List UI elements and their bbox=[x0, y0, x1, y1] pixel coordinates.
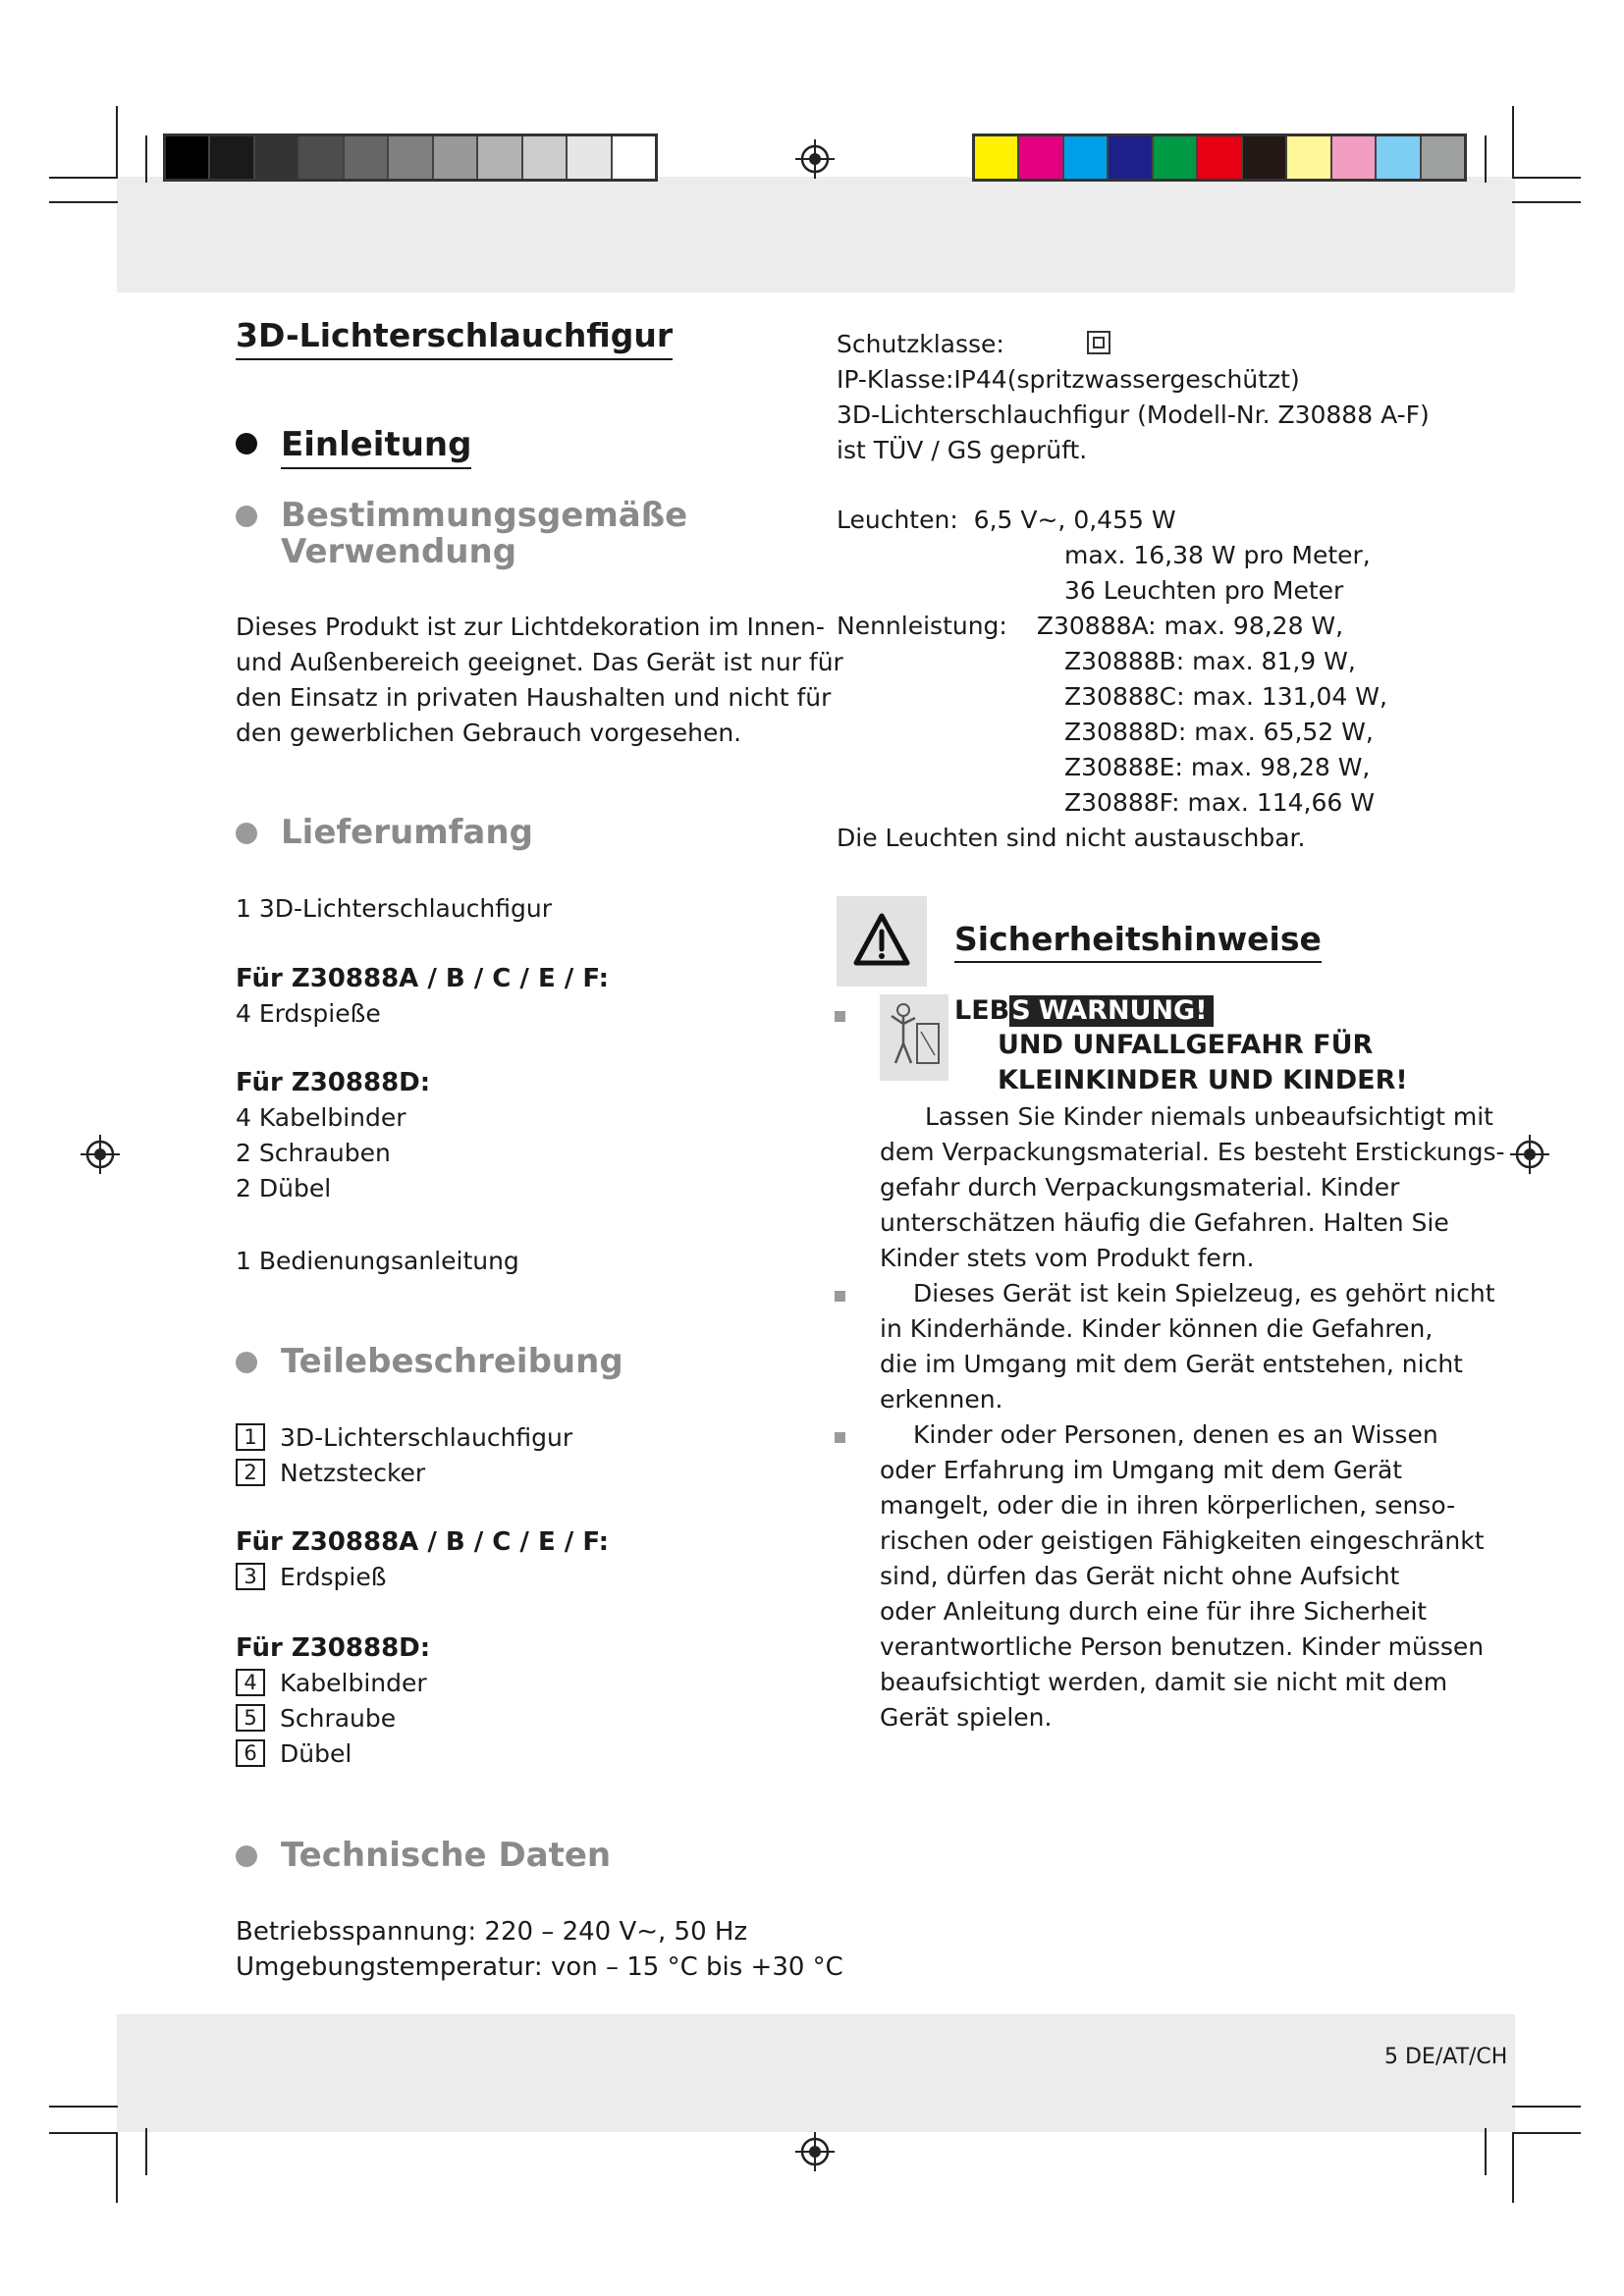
warning-badge: WARNUNG! bbox=[1033, 995, 1214, 1027]
warning-paragraph-3: Kinder oder Personen, denen es an Wissen oder Erfahrung im Umgang mit dem Gerät mangelt, oder die in ihren körperlichen, senso- rischen oder geistigen Fähigkeiten eingeschränkt sind, dürfen das Gerät nicht ohne Aufsicht oder Anleitung durch eine für ihre Sicherheit verantwortliche Person benutzen. Kinder müssen beaufsichtigt werden, damit sie nicht mit dem Gerät spielen. bbox=[880, 1420, 1485, 1732]
crop-mark bbox=[49, 2106, 118, 2108]
list-item: 6 Dübel bbox=[236, 1736, 430, 1772]
crop-mark bbox=[49, 177, 118, 179]
color-swatch bbox=[1243, 136, 1287, 179]
grayscale-calibration-bar bbox=[163, 133, 658, 182]
crop-mark bbox=[1512, 2132, 1581, 2134]
color-swatch bbox=[975, 136, 1019, 179]
crop-mark bbox=[1485, 135, 1487, 183]
registration-mark-icon bbox=[795, 2132, 835, 2171]
color-swatch bbox=[568, 136, 612, 179]
delivery-manual: 1 Bedienungsanleitung bbox=[236, 1247, 519, 1275]
warning-heading-continued: UND UNFALLGEFAHR FÜR KLEINKINDER UND KINDER! bbox=[998, 1030, 1408, 1095]
bullet-icon bbox=[236, 823, 257, 844]
warning-paragraph-2: Dieses Gerät ist kein Spielzeug, es gehört nicht in Kinderhände. Kinder können die Gefahren, die im Umgang mit dem Gerät entstehen, nicht erkennen. bbox=[880, 1279, 1495, 1414]
warning-triangle-icon bbox=[837, 896, 927, 987]
color-swatch bbox=[389, 136, 433, 179]
color-swatch bbox=[210, 136, 254, 179]
color-swatch bbox=[523, 136, 568, 179]
parts-abcef: Für Z30888A / B / C / E / F: 3 Erdspieß bbox=[236, 1524, 609, 1595]
delivery-list: 1 3D-Lichterschlauchfigur bbox=[236, 894, 553, 923]
list-bullet bbox=[835, 1291, 845, 1302]
delivery-d: Für Z30888D: 4 Kabelbinder 2 Schrauben 2 Dübel bbox=[236, 1068, 431, 1202]
list-item: 1 3D-Lichterschlauchfigur bbox=[236, 1420, 572, 1456]
heading-sicherheitshinweise: Sicherheitshinweise bbox=[954, 920, 1322, 963]
crop-mark bbox=[49, 201, 118, 203]
protection-class-ii-icon bbox=[1087, 331, 1110, 354]
color-swatch bbox=[478, 136, 522, 179]
color-swatch bbox=[1377, 136, 1421, 179]
color-swatch bbox=[1287, 136, 1331, 179]
crop-mark bbox=[145, 135, 147, 183]
color-swatch bbox=[299, 136, 344, 179]
color-swatch bbox=[613, 136, 655, 179]
crop-mark bbox=[1485, 2128, 1487, 2175]
registration-mark-icon bbox=[81, 1135, 120, 1174]
crop-mark bbox=[49, 2132, 118, 2134]
footer-band bbox=[117, 2014, 1515, 2132]
color-swatch bbox=[1422, 136, 1464, 179]
heading-teilebeschreibung: Teilebeschreibung bbox=[236, 1344, 677, 1383]
list-item: 2 Netzstecker bbox=[236, 1456, 572, 1491]
list-bullet bbox=[835, 1432, 845, 1443]
heading-einleitung: Einleitung bbox=[236, 425, 471, 464]
warning-heading: LEBS WARNUNG! bbox=[954, 993, 1214, 1029]
color-calibration-bar bbox=[972, 133, 1467, 182]
list-item: 5 Schraube bbox=[236, 1701, 430, 1736]
bullet-icon bbox=[236, 1845, 257, 1867]
crop-mark bbox=[1512, 106, 1514, 179]
list-item: 4 Kabelbinder bbox=[236, 1666, 430, 1701]
color-swatch bbox=[1109, 136, 1153, 179]
child-warning-pictogram bbox=[880, 994, 948, 1081]
crop-mark bbox=[116, 106, 118, 179]
registration-mark-icon bbox=[795, 139, 835, 179]
color-swatch bbox=[1019, 136, 1063, 179]
color-swatch bbox=[1064, 136, 1109, 179]
page-title: 3D-Lichterschlauchfigur bbox=[236, 316, 673, 360]
tech-data-right: Schutzklasse: IP-Klasse:IP44(spritzwassergeschützt) 3D-Lichterschlauchfigur (Modell-Nr. Z30888 A-F) ist TÜV / GS geprüft. bbox=[837, 330, 1430, 464]
heading-technische-daten: Technische Daten bbox=[236, 1838, 677, 1877]
color-swatch bbox=[434, 136, 478, 179]
crop-mark bbox=[116, 2132, 118, 2203]
crop-mark bbox=[1512, 2106, 1581, 2108]
registration-mark-icon bbox=[1510, 1135, 1549, 1174]
color-swatch bbox=[1154, 136, 1198, 179]
tech-data: Betriebsspannung: 220 – 240 V∼, 50 Hz Umgebungstemperatur: von – 15 °C bis +30 °C bbox=[236, 1917, 843, 1982]
color-swatch bbox=[1198, 136, 1242, 179]
crop-mark bbox=[1512, 201, 1581, 203]
color-swatch bbox=[1332, 136, 1377, 179]
heading-lieferumfang: Lieferumfang bbox=[236, 815, 628, 854]
color-swatch bbox=[166, 136, 210, 179]
bullet-icon bbox=[236, 433, 257, 454]
list-bullet bbox=[835, 1011, 845, 1022]
crop-mark bbox=[145, 2128, 147, 2175]
color-swatch bbox=[345, 136, 389, 179]
parts-d: Für Z30888D: 4 Kabelbinder 5 Schraube 6 Dübel bbox=[236, 1630, 430, 1772]
bullet-icon bbox=[236, 506, 257, 527]
heading-bestimmung: Bestimmungsgemäße Verwendung bbox=[236, 498, 727, 570]
intro-paragraph: Dieses Produkt ist zur Lichtdekoration im Innen- und Außenbereich geeignet. Das Gerät ist nur für den Einsatz in privaten Haushalten und nicht für den gewerblichen Gebrauch vorgesehen. bbox=[236, 613, 843, 747]
delivery-abcef: Für Z30888A / B / C / E / F: 4 Erdspieße bbox=[236, 964, 610, 1028]
leuchten-spec: Leuchten: 6,5 V∼, 0,455 W max. 16,38 W pro Meter, 36 Leuchten pro Meter Nennleistung: Z30888A: max. 98,28 W, Z30888B: max. 81,9 W, Z30888C: max. 131,04 W, Z30888D: max. 65,52 W, Z30888E: max. 98,28 W, Z30888F: max. 114,66 W Die Leuchten sind nicht austauschbar. bbox=[837, 506, 1387, 852]
bullet-icon bbox=[236, 1352, 257, 1373]
header-band bbox=[117, 177, 1515, 293]
parts-list bbox=[236, 1420, 572, 1491]
warning-paragraph-1: Lassen Sie Kinder niemals unbeaufsichtigt mit dem Verpackungsmaterial. Es besteht Erstickungs- gefahr durch Verpackungsmaterial. Kinder unterschätzen häufig die Gefahren. Halten Sie Kinder stets vom Produkt fern. bbox=[880, 1102, 1505, 1272]
color-swatch bbox=[255, 136, 299, 179]
list-item: 3 Erdspieß bbox=[236, 1560, 609, 1595]
warning-triangle-box bbox=[837, 896, 927, 987]
crop-mark bbox=[1512, 177, 1581, 179]
child-warning-icon bbox=[880, 994, 948, 1081]
crop-mark bbox=[1512, 2132, 1514, 2203]
page-number: 5 DE/AT/CH bbox=[1384, 2045, 1508, 2069]
